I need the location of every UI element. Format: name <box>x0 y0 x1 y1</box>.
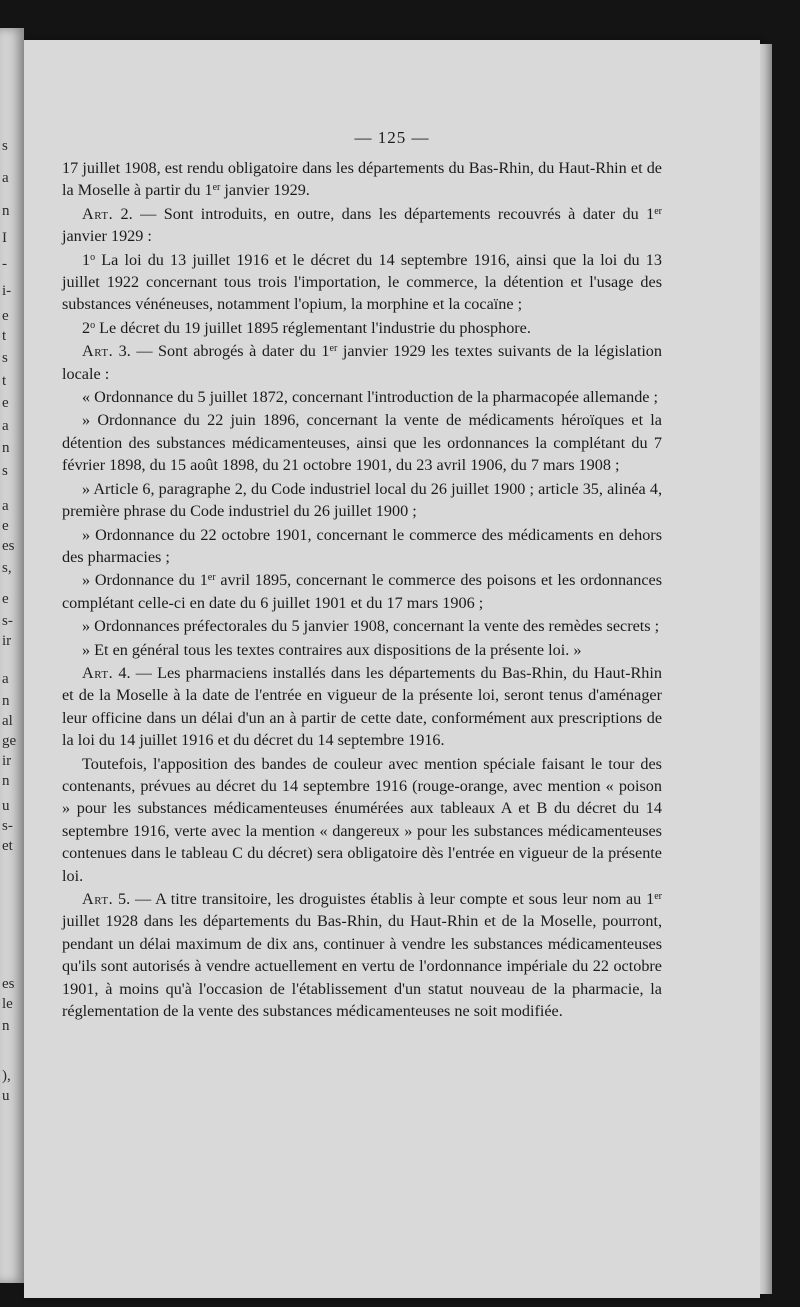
text-run: 17 juillet 1908, est rendu obligatoire dans les départements du Bas-Rhin, du Haut-Rhin et de la Moselle à partir du 1 <box>62 159 662 200</box>
margin-fragment: es <box>2 538 15 554</box>
text-run: Toutefois, l'apposition des bandes de couleur avec mention spéciale faisant le tour des contenants, prévues au décret du 14 septembre 1916 (rouge-orange, avec mention « poison » pour les substances médicamenteuses énumérées aux tableaux A et B du décret du 14 septembre 1916, verte avec la mention « dangereux » pour les substances médicamenteuses contenues dans le tableau C du décret) sera obligatoire dès l'entrée en vigueur de la présente loi. <box>62 754 662 885</box>
text-run: » Ordonnance du 22 juin 1896, concernant la vente de médicaments héroïques et la détention des substances médicamenteuses, ainsi que les ordonnances la complétant du 7 février 1898, du 15 août 1898, du 21 octobre 1901, du 23 avril 1906, du 7 mars 1908 ; <box>62 411 662 475</box>
margin-fragment: n <box>2 773 10 789</box>
margin-fragment: t <box>2 373 7 389</box>
paragraph <box>62 157 662 202</box>
margin-fragment: u <box>2 1088 10 1104</box>
margin-fragment: s- <box>2 613 13 629</box>
text-run: avril 1895, concernant le commerce des poisons et les ordonnances complétant celle-ci en date du 6 juillet 1901 et du 17 mars 1906 ; <box>62 571 662 612</box>
margin-fragment: a <box>2 170 9 186</box>
margin-fragment: s <box>2 350 8 366</box>
margin-fragment: s <box>2 463 8 479</box>
body-text <box>62 157 662 1023</box>
text-run: juillet 1928 dans les départements du Bas-Rhin, du Haut-Rhin et de la Moselle, pourront, pendant un délai maximum de dix ans, continuer à vendre les substances médicamenteuses qu'ils sont autorisés à vendre actuellement en vertu de l'ordonnance impériale du 22 octobre 1901, à moins qu'à l'occasion de l'établissement d'un statut nouveau de la pharmacie, la réglementation de la vente des substances médicamenteuses ne soit modifiée. <box>62 912 662 1021</box>
paragraph <box>62 340 662 385</box>
margin-fragment: a <box>2 671 9 687</box>
paragraph <box>62 524 662 569</box>
margin-fragment: a <box>2 418 9 434</box>
text-run: janvier 1929. <box>220 181 310 200</box>
superscript: er <box>207 572 216 584</box>
text-run: 1 <box>82 250 91 269</box>
paragraph <box>62 317 662 339</box>
margin-fragment: u <box>2 798 10 814</box>
article-label: Art. <box>82 342 114 361</box>
article-label: Art. <box>82 204 114 223</box>
margin-fragment: s, <box>2 560 12 576</box>
margin-fragment: e <box>2 308 9 324</box>
margin-fragment: ir <box>2 633 12 649</box>
margin-fragment: n <box>2 1018 10 1034</box>
margin-fragment: n <box>2 203 10 219</box>
margin-fragment: I <box>2 230 7 246</box>
margin-fragment: ge <box>2 733 17 749</box>
text-run: 2 <box>82 318 91 337</box>
text-run: » Article 6, paragraphe 2, du Code industriel local du 26 juillet 1900 ; article 35, alinéa 4, première phrase du Code industriel du 26 juillet 1900 ; <box>62 479 662 521</box>
text-run: 4. — Les pharmaciens installés dans les départements du Bas-Rhin, du Haut-Rhin et de la Moselle à la date de l'entrée en vigueur de la présente loi, seront tenus d'aménager leur officine dans un délai d'un an à partir de cette date, conformément aux prescriptions de la loi du 14 juillet 1916 et du décret du 14 septembre 1916. <box>62 663 662 750</box>
article-label: Art. <box>82 890 114 908</box>
text-run: janvier 1929 les textes suivants de la législation locale : <box>62 342 662 383</box>
margin-fragment: e <box>2 395 9 411</box>
article-label: Art. <box>82 663 114 682</box>
paragraph <box>62 569 662 614</box>
margin-fragment: e <box>2 591 9 607</box>
margin-fragment: n <box>2 693 10 709</box>
page-fore-edge <box>760 44 772 1294</box>
margin-fragment: a <box>2 498 9 514</box>
text-run: » Ordonnances préfectorales du 5 janvier 1908, concernant la vente des remèdes secrets ; <box>82 617 660 636</box>
paragraph <box>62 249 662 316</box>
margin-fragment: es <box>2 976 15 992</box>
margin-fragment: le <box>2 996 13 1012</box>
text-run: » Ordonnance du 22 octobre 1901, concernant le commerce des médicaments en dehors des pharmacies ; <box>62 525 662 566</box>
superscript: er <box>654 891 662 902</box>
text-run: 3. — Sont abrogés à dater du 1 <box>113 342 330 361</box>
margin-fragment: s- <box>2 818 13 834</box>
text-run: » Et en général tous les textes contraires aux dispositions de la présente loi. » <box>82 640 582 659</box>
superscript: er <box>329 343 338 355</box>
margin-fragment: al <box>2 713 13 729</box>
text-run: » Ordonnance du 1 <box>82 571 208 590</box>
paragraph <box>62 409 662 476</box>
paragraph <box>62 753 662 887</box>
text-run: La loi du 13 juillet 1916 et le décret du 14 septembre 1916, ainsi que la loi du 13 juillet 1922 concernant tous trois l'importation, le commerce, la détention et l'usage des substances vénéneuses, notamment l'opium, la morphine et la cocaïne ; <box>62 250 662 314</box>
text-run: Le décret du 19 juillet 1895 réglementant l'industrie du phosphore. <box>95 318 531 337</box>
text-run: « Ordonnance du 5 juillet 1872, concernant l'introduction de la pharmacopée allemande ; <box>82 388 659 407</box>
paragraph <box>62 639 662 661</box>
page-number: — 125 — <box>354 128 430 147</box>
margin-fragment: ), <box>2 1068 11 1084</box>
paragraph <box>62 478 662 523</box>
superscript: o <box>90 319 96 331</box>
margin-fragment: et <box>2 838 13 854</box>
text-run: 5. — A titre transitoire, les droguistes établis à leur compte et sous leur nom au 1 <box>113 890 655 908</box>
superscript: er <box>212 182 221 194</box>
paragraph <box>62 615 662 637</box>
facing-page-margin-text <box>0 28 17 1283</box>
margin-fragment: ir <box>2 753 12 769</box>
paragraph <box>62 203 662 248</box>
margin-fragment: s <box>2 138 8 154</box>
margin-fragment: n <box>2 440 10 456</box>
document-page <box>24 40 760 1298</box>
superscript: er <box>654 205 662 217</box>
paragraph <box>62 888 662 1022</box>
margin-fragment: t <box>2 328 7 344</box>
facing-page-edge <box>0 28 24 1283</box>
margin-fragment: e <box>2 518 9 534</box>
paragraph <box>62 662 662 752</box>
paragraph <box>62 386 662 408</box>
margin-fragment: i- <box>2 283 12 299</box>
text-run: 2. — Sont introduits, en outre, dans les départements recouvrés à dater du 1 <box>113 204 655 223</box>
margin-fragment: - <box>2 256 7 272</box>
superscript: o <box>90 251 96 263</box>
text-run: janvier 1929 : <box>62 227 152 246</box>
